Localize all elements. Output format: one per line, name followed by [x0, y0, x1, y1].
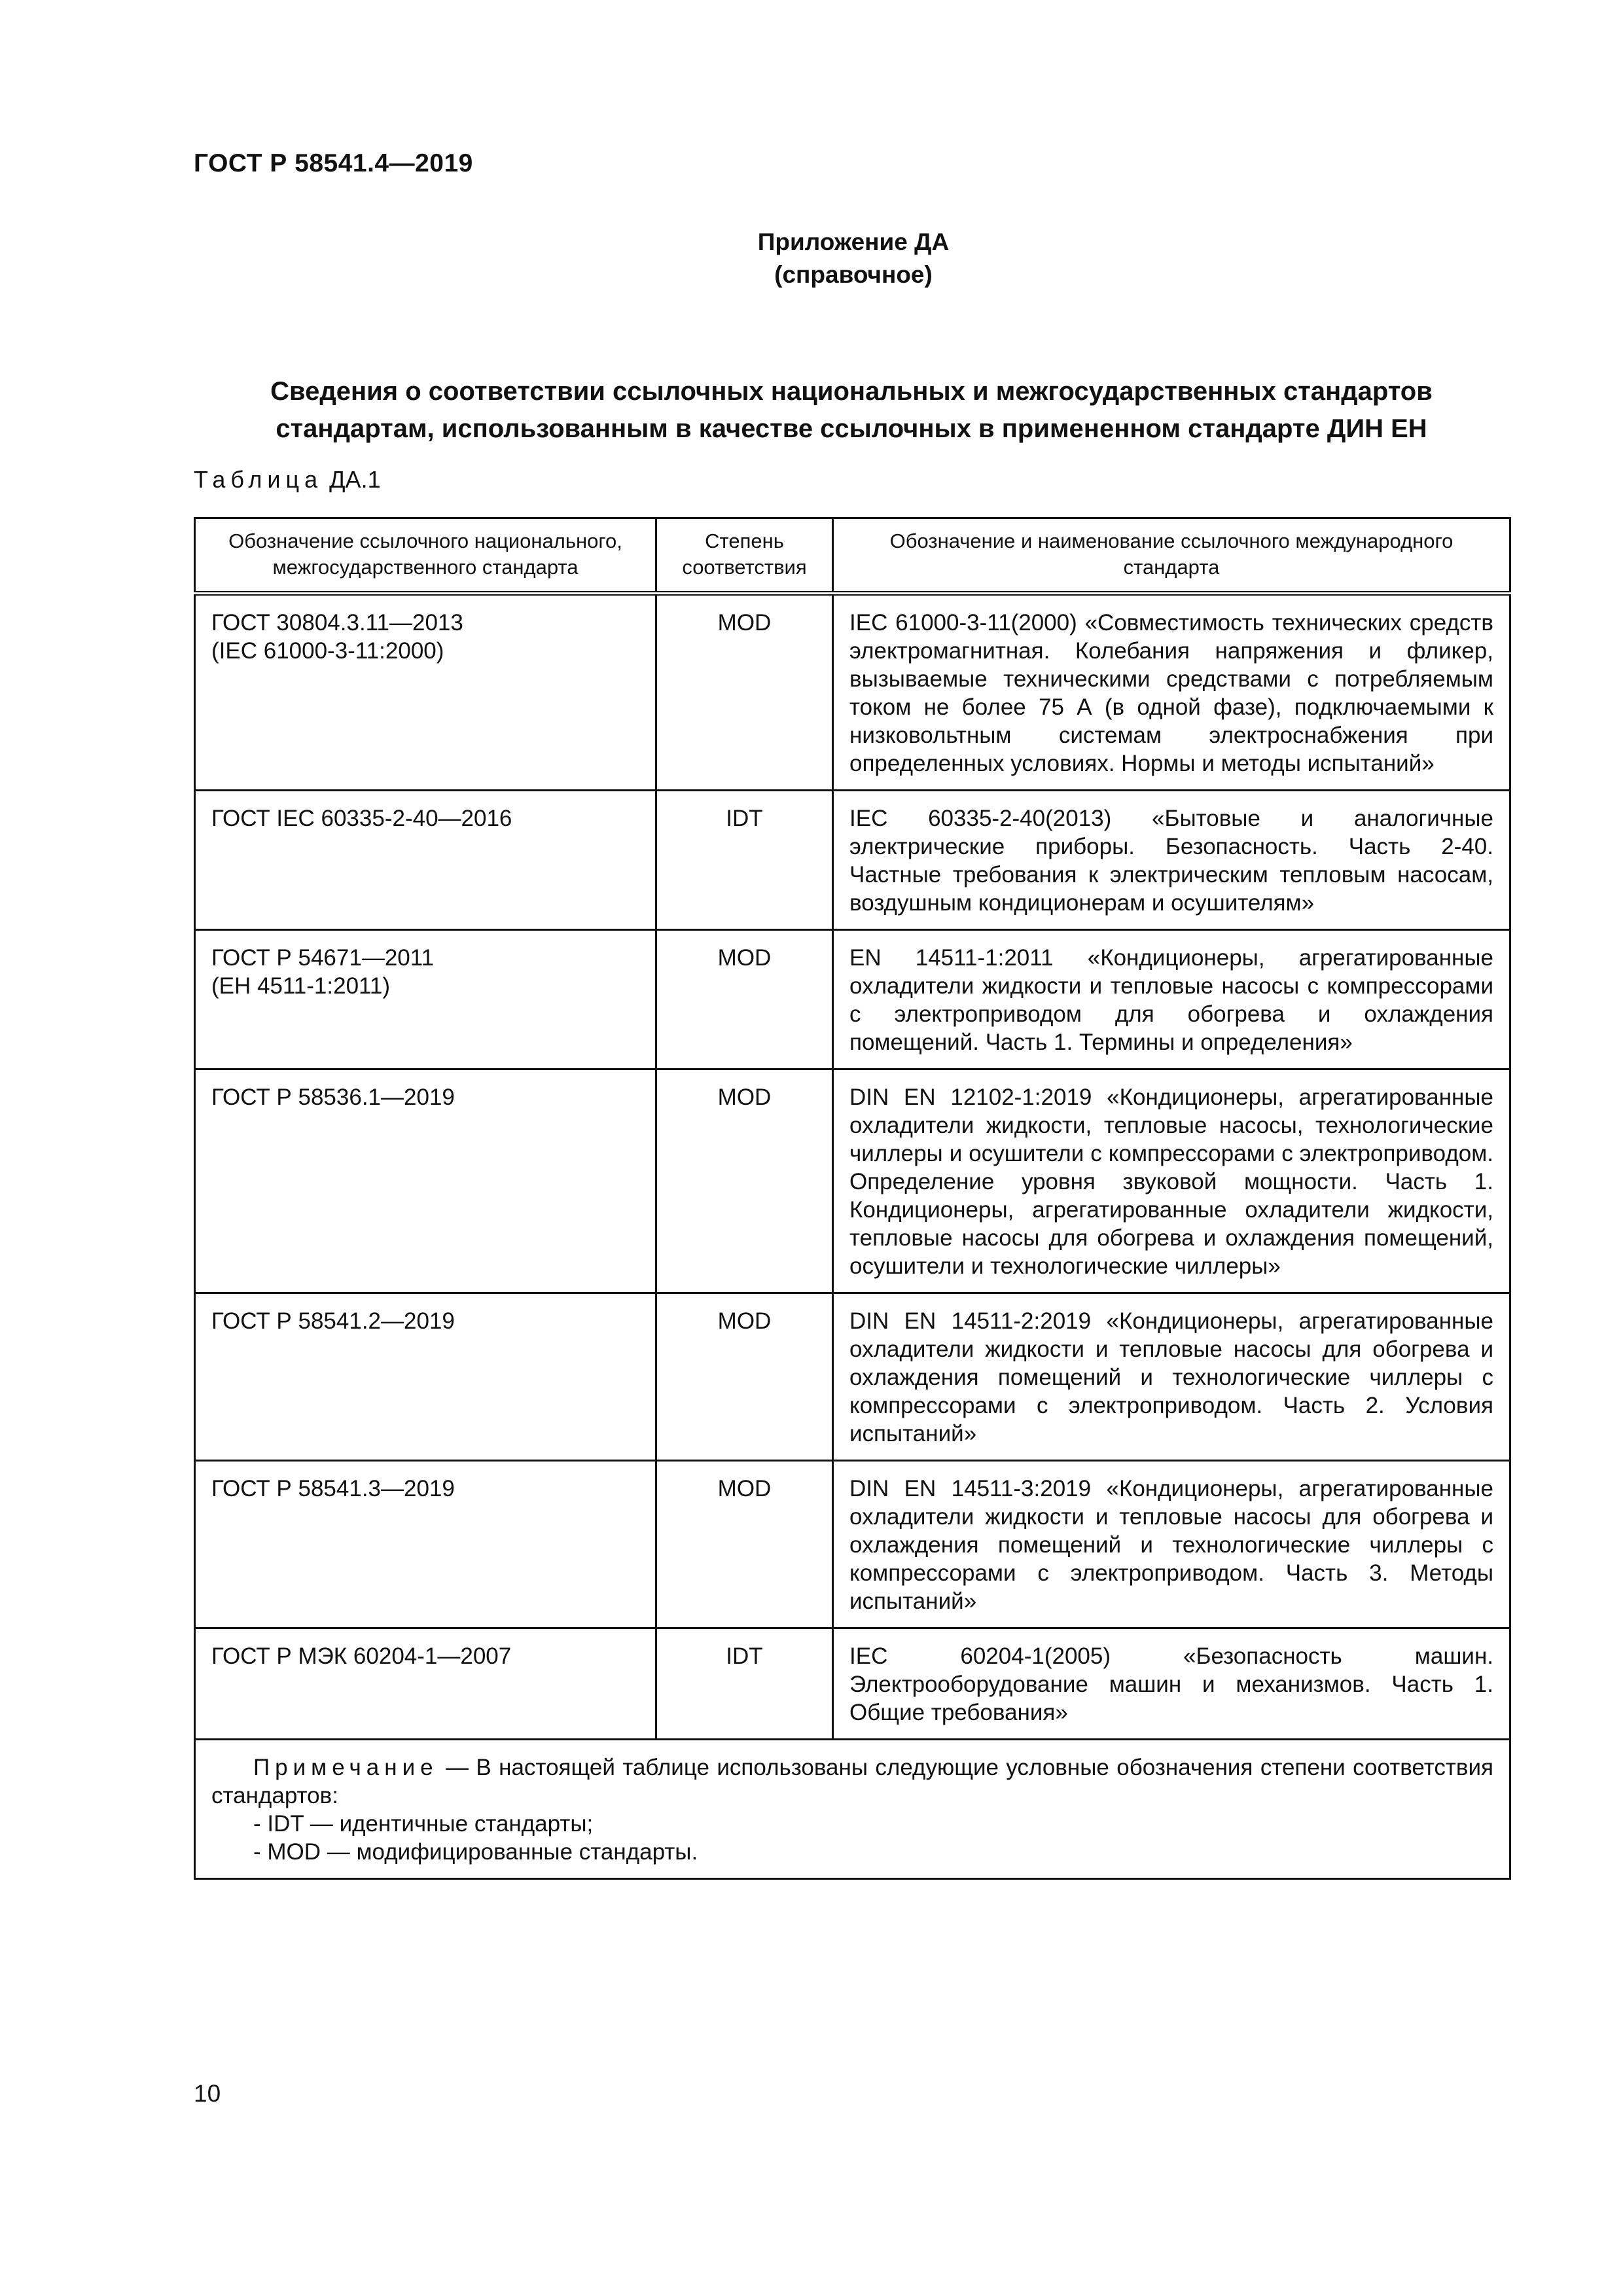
table-row — [195, 1461, 1510, 1628]
table-note — [195, 1740, 1510, 1879]
table-row — [195, 1069, 1510, 1293]
note-text: — В настоящей таблице использованы следующие условные обозначения степени соответствия стандартов: — [211, 1755, 1493, 1808]
table-row — [195, 1293, 1510, 1461]
degree-cell: MOD — [656, 1293, 833, 1461]
degree-cell: IDT — [656, 1628, 833, 1740]
annex-title: Приложение ДА — [757, 228, 950, 255]
table-note-row — [195, 1740, 1510, 1879]
table-caption-word: Таблица — [194, 466, 323, 493]
degree-cell: MOD — [656, 930, 833, 1069]
degree-cell: MOD — [656, 594, 833, 791]
international-standard-cell: IEC 60204-1(2005) «Безопасность машин. Электрооборудование машин и механизмов. Часть 1. Общие требования» — [833, 1628, 1510, 1740]
note-item-idt: - IDT — идентичные стандарты; — [253, 1811, 594, 1837]
document-code: ГОСТ Р 58541.4—2019 — [194, 149, 473, 177]
designation-cell: ГОСТ Р 58541.3—2019 — [195, 1461, 656, 1628]
column-header-degree: Степень соответствия — [656, 518, 833, 594]
designation-cell: ГОСТ IEC 60335-2-40—2016 — [195, 791, 656, 930]
note-label: Примечание — [253, 1755, 438, 1780]
designation-cell: ГОСТ Р 54671—2011 (ЕН 4511-1:2011) — [195, 930, 656, 1069]
table-row — [195, 930, 1510, 1069]
degree-cell: IDT — [656, 791, 833, 930]
international-standard-cell: DIN EN 12102-1:2019 «Кондиционеры, агрегатированные охладители жидкости, тепловые насосы, технологические чиллеры и осушители с компрессорами с электроприводом. Определение уровня звуковой мощности. Часть 1. Кондиционеры, агрегатированные охладители жидкости, тепловые насосы для обогрева и охлаждения помещений, осушители и технологические чиллеры» — [833, 1069, 1510, 1293]
table-caption — [194, 466, 381, 493]
column-header-designation: Обозначение ссылочного национального, межгосударственного стандарта — [195, 518, 656, 594]
annex-heading — [0, 226, 1623, 291]
table-row — [195, 791, 1510, 930]
document-title-line-1: Сведения о соответствии ссылочных национальных и межгосударственных стандартов — [270, 377, 1433, 406]
international-standard-cell: IEC 61000-3-11(2000) «Совместимость технических средств электромагнитная. Колебания напряжения и фликер, вызываемые техническими средствами с потребляемым током не более 75 А (в одной фазе), подключаемыми к низковольтным системам электроснабжения при определенных условиях. Нормы и методы испытаний» — [833, 594, 1510, 791]
degree-cell: MOD — [656, 1461, 833, 1628]
table-row — [195, 1628, 1510, 1740]
designation-cell: ГОСТ 30804.3.11—2013 (IEC 61000-3-11:2000) — [195, 594, 656, 791]
degree-cell: MOD — [656, 1069, 833, 1293]
table-header-row — [195, 518, 1510, 594]
international-standard-cell: DIN EN 14511-3:2019 «Кондиционеры, агрегатированные охладители жидкости и тепловые насосы для обогрева и охлаждения помещений и технологические чиллеры с компрессорами с электроприводом. Часть 3. Методы испытаний» — [833, 1461, 1510, 1628]
designation-cell: ГОСТ Р 58541.2—2019 — [195, 1293, 656, 1461]
designation-cell: ГОСТ Р 58536.1—2019 — [195, 1069, 656, 1293]
standards-correspondence-table — [194, 517, 1511, 1880]
annex-subtitle: (справочное) — [774, 261, 933, 288]
international-standard-cell: IEC 60335-2-40(2013) «Бытовые и аналогичные электрические приборы. Безопасность. Часть 2-40. Частные требования к электрическим тепловым насосам, воздушным кондиционерам и осушителям» — [833, 791, 1510, 930]
note-item-mod: - MOD — модифицированные стандарты. — [253, 1839, 698, 1865]
designation-cell: ГОСТ Р МЭК 60204-1—2007 — [195, 1628, 656, 1740]
table-caption-number: ДА.1 — [329, 466, 381, 493]
page-number: 10 — [194, 2080, 221, 2107]
international-standard-cell: EN 14511-1:2011 «Кондиционеры, агрегатированные охладители жидкости и тепловые насосы с компрессорами с электроприводом для обогрева и охлаждения помещений. Часть 1. Термины и определения» — [833, 930, 1510, 1069]
column-header-international: Обозначение и наименование ссылочного международного стандарта — [833, 518, 1510, 594]
note-intro — [211, 1753, 1493, 1810]
international-standard-cell: DIN EN 14511-2:2019 «Кондиционеры, агрегатированные охладители жидкости и тепловые насосы для обогрева и охлаждения помещений и технологические чиллеры с компрессорами с электроприводом. Часть 2. Условия испытаний» — [833, 1293, 1510, 1461]
document-title — [194, 373, 1509, 448]
table-row — [195, 594, 1510, 791]
document-title-line-2: стандартам, использованным в качестве ссылочных в примененном стандарте ДИН ЕН — [276, 414, 1427, 443]
